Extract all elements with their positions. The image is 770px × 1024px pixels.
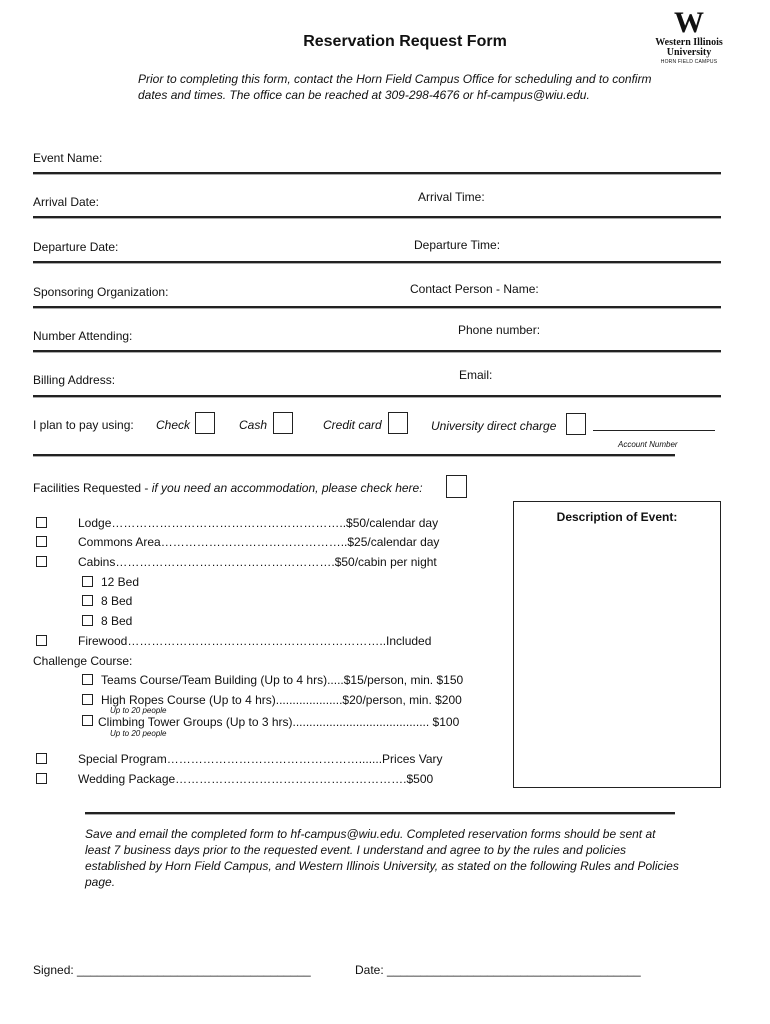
arrival-date-label: Arrival Date: [33, 195, 100, 209]
facilities-suffix: if you need an accommodation, please check here: [151, 481, 423, 495]
lodge-checkbox[interactable] [36, 517, 47, 528]
bed8a-item: 8 Bed [101, 594, 133, 608]
departure-time-label: Departure Time: [414, 238, 501, 252]
footer-text: Save and email the completed form to hf-campus@wiu.edu. Completed reservation forms should be sent at least 7 business days prior to the requested event. I understand and agree to by the rules and policies established by Horn Field Campus, and Western Illinois University, as stated on the following Rules and Policies page. [85, 827, 679, 889]
teams-checkbox[interactable] [82, 674, 93, 685]
number-attending-label: Number Attending: [33, 329, 133, 343]
firewood-checkbox[interactable] [36, 635, 47, 646]
commons-item: Commons Area………………………………………..$25/calendar day [78, 535, 440, 549]
number-attending-line[interactable] [33, 350, 721, 353]
billing-address-label: Billing Address: [33, 373, 116, 387]
teams-item: Teams Course/Team Building (Up to 4 hrs).....$15/person, min. $150 [101, 673, 464, 687]
commons-checkbox[interactable] [36, 536, 47, 547]
intro-text: Prior to completing this form, contact the Horn Field Campus Office for scheduling and to confirm dates and times. The office can be reached at 309-298-4676 or hf-campus@wiu.edu. [138, 72, 652, 102]
wedding-item: Wedding Package………………………………………………….$500 [78, 772, 434, 786]
cabins-item: Cabins……………………………………………….$50/cabin per night [78, 555, 437, 569]
logo-name-line2: University [666, 47, 712, 58]
credit-card-label: Credit card [323, 418, 382, 432]
accommodation-checkbox[interactable] [446, 475, 467, 498]
bed12-checkbox[interactable] [82, 576, 93, 587]
climbing-note: Up to 20 people [110, 729, 167, 738]
phone-number-label: Phone number: [458, 323, 541, 337]
event-name-line[interactable] [33, 172, 721, 175]
firewood-item: Firewood………………………………………………………..Included [78, 634, 432, 648]
challenge-course-heading: Challenge Course: [33, 654, 133, 668]
bed8b-item: 8 Bed [101, 614, 133, 628]
contact-person-label: Contact Person - Name: [410, 282, 539, 296]
arrival-line[interactable] [33, 216, 721, 219]
cash-checkbox[interactable] [273, 412, 293, 434]
credit-card-checkbox[interactable] [388, 412, 408, 434]
check-label: Check [156, 418, 191, 432]
sponsoring-line[interactable] [33, 306, 721, 309]
logo-subtitle: HORN FIELD CAMPUS [660, 59, 718, 65]
special-program-item: Special Program………………………………………….......Prices Vary [78, 752, 443, 766]
signed-field[interactable]: Signed: ___________________________________ [33, 963, 311, 977]
date-field[interactable]: Date: ______________________________________ [355, 963, 641, 977]
billing-line[interactable] [33, 395, 721, 398]
page-title: Reservation Request Form [303, 33, 507, 50]
email-label: Email: [459, 368, 493, 382]
event-name-label: Event Name: [33, 151, 103, 165]
lodge-item: Lodge…………………………………………………..$50/calendar day [78, 516, 439, 530]
account-number-line[interactable] [593, 430, 715, 431]
wedding-checkbox[interactable] [36, 773, 47, 784]
logo-letter: W [674, 6, 704, 39]
footer-divider [85, 812, 675, 815]
departure-line[interactable] [33, 261, 721, 264]
departure-date-label: Departure Date: [33, 240, 119, 254]
check-checkbox[interactable] [195, 412, 215, 434]
cabins-checkbox[interactable] [36, 556, 47, 567]
logo-name-line1: Western Illinois [655, 37, 723, 48]
university-logo [643, 8, 735, 66]
direct-charge-label: University direct charge [431, 419, 557, 433]
climbing-item: Climbing Tower Groups (Up to 3 hrs)......................................... $100 [98, 715, 460, 729]
pay-label: I plan to pay using: [33, 418, 134, 432]
climbing-checkbox[interactable] [82, 715, 93, 726]
high-ropes-item: High Ropes Course (Up to 4 hrs)....................$20/person, min. $200 [101, 693, 462, 707]
description-box[interactable] [513, 501, 721, 788]
bed12-item: 12 Bed [101, 575, 140, 589]
description-title: Description of Event: [556, 510, 678, 524]
bed8a-checkbox[interactable] [82, 595, 93, 606]
direct-charge-checkbox[interactable] [566, 413, 586, 435]
arrival-time-label: Arrival Time: [418, 190, 485, 204]
account-number-label: Account Number [618, 440, 678, 449]
sponsoring-org-label: Sponsoring Organization: [33, 285, 169, 299]
high-ropes-checkbox[interactable] [82, 694, 93, 705]
facilities-heading [33, 481, 423, 495]
cash-label: Cash [239, 418, 268, 432]
high-ropes-note: Up to 20 people [110, 706, 167, 715]
facilities-prefix: Facilities Requested - [33, 481, 152, 495]
payment-divider [33, 454, 675, 457]
special-program-checkbox[interactable] [36, 753, 47, 764]
bed8b-checkbox[interactable] [82, 615, 93, 626]
